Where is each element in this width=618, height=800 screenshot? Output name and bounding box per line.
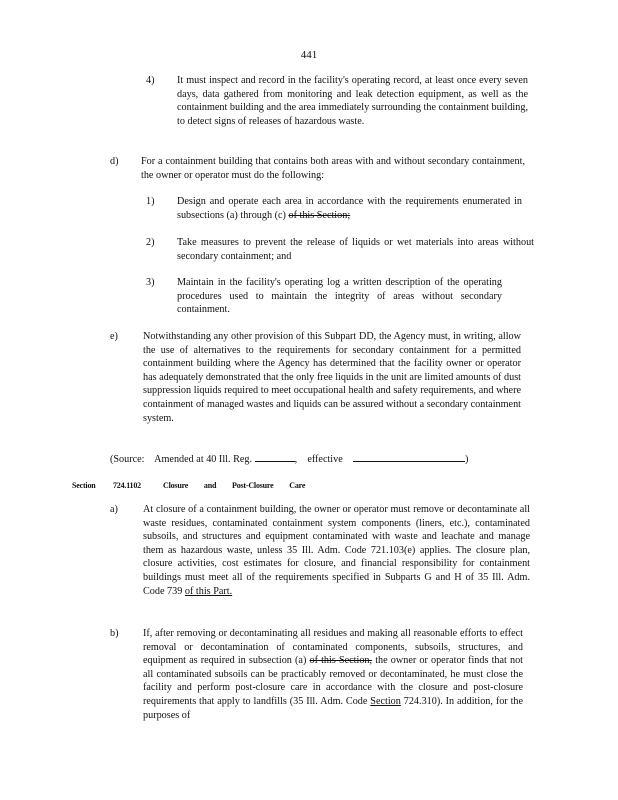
item-a-label: a) — [110, 504, 118, 515]
item-b-body-3: 724.310). In addition, for the purposes of — [143, 695, 524, 721]
item-b-body-2: the owner or operator finds that not all contaminated subsoils can be practicably removed or decontaminated, he must close the facility and perform post-closure care in accordance with the closure and post-closure requirements that apply to landfills (35 Ill. Adm. Code — [143, 655, 524, 707]
item-4-text: It must inspect and record in the facility's operating record, at least once every seven days, data gathered from monitoring and leak detection equipment, as well as the containment building and the area immediately surrounding the containment building, to detect signs of releases of hazardous waste. — [177, 75, 528, 127]
item-a-body: At closure of a containment building, the owner or operator must remove or decontaminate all waste residues, contaminated containment system components (liners, etc.), contaminated subsoils, and structures and equipment contaminated with waste and leachate and manage them as hazardous waste, unless 35 Ill. Adm. Code 721.103(e) applies. The closure plan, closure activities, cost estimates for closure, and financial responsibility for containment buildings must meet all of the requirements specified in Subparts G and H of 35 Ill. Adm. Code 739 — [143, 504, 530, 597]
section-number: 724.1102 — [113, 481, 141, 490]
item-d3-label: 3) — [146, 277, 155, 288]
item-d2-label: 2) — [146, 237, 155, 248]
item-4-label: 4) — [146, 75, 155, 86]
source-amended: Amended at 40 Ill. Reg. — [154, 454, 253, 465]
item-b-label: b) — [110, 628, 119, 639]
item-d1-text — [177, 195, 522, 222]
section-label: Section — [72, 481, 96, 490]
item-d1-deleted: of this Section; — [288, 209, 351, 221]
source-effective: effective — [307, 454, 343, 465]
item-a-added: of this Part. — [184, 585, 233, 597]
item-a-text — [143, 503, 530, 598]
source-prefix: (Source: — [110, 454, 145, 465]
item-d3-text: Maintain in the facility's operating log a written description of the operating procedures used to maintain the integrity of areas without secondary containment. — [177, 277, 502, 316]
item-d2-text: Take measures to prevent the release of liquids or wet materials into areas without secondary containment; and — [177, 237, 534, 262]
register-blank — [255, 452, 295, 462]
item-d-text: For a containment building that contains both areas with and without secondary containment, the owner or operator must do the following: — [141, 156, 525, 181]
item-d-label: d) — [110, 156, 119, 167]
item-e-text: Notwithstanding any other provision of this Subpart DD, the Agency must, in writing, allow the use of alternatives to the requirements for secondary containment for a permitted containment building where the Agency has determined that the facility owner or operator has adequately demonstrated that the only free liquids in the unit are limited amounts of dust suppression liquids required to meet occupational health and safety requirements, and where containment of managed wastes and liquids can be assured without a secondary containment system. — [143, 331, 521, 424]
section-title: Closure and Post-Closure Care — [163, 481, 306, 490]
item-d1-label: 1) — [146, 196, 155, 207]
item-b-deleted: of this Section, — [309, 655, 373, 667]
item-d1-body: Design and operate each area in accordance with the requirements enumerated in subsections (a) through (c) — [177, 196, 522, 221]
item-b-body-1: If, after removing or decontaminating all residues and making all reasonable efforts to effect removal or decontamination of contaminated components, subsoils, structures, and equipment as required in subsection (a) — [143, 628, 523, 667]
page-number: 441 — [300, 49, 318, 61]
source-note: (Source: Amended at 40 Ill. Reg. , effective ) — [110, 454, 469, 465]
item-b-text — [143, 627, 523, 722]
item-b-added: Section — [370, 695, 401, 707]
source-close: ) — [464, 454, 469, 465]
item-e-label: e) — [110, 331, 118, 342]
effective-date-blank — [353, 452, 465, 462]
